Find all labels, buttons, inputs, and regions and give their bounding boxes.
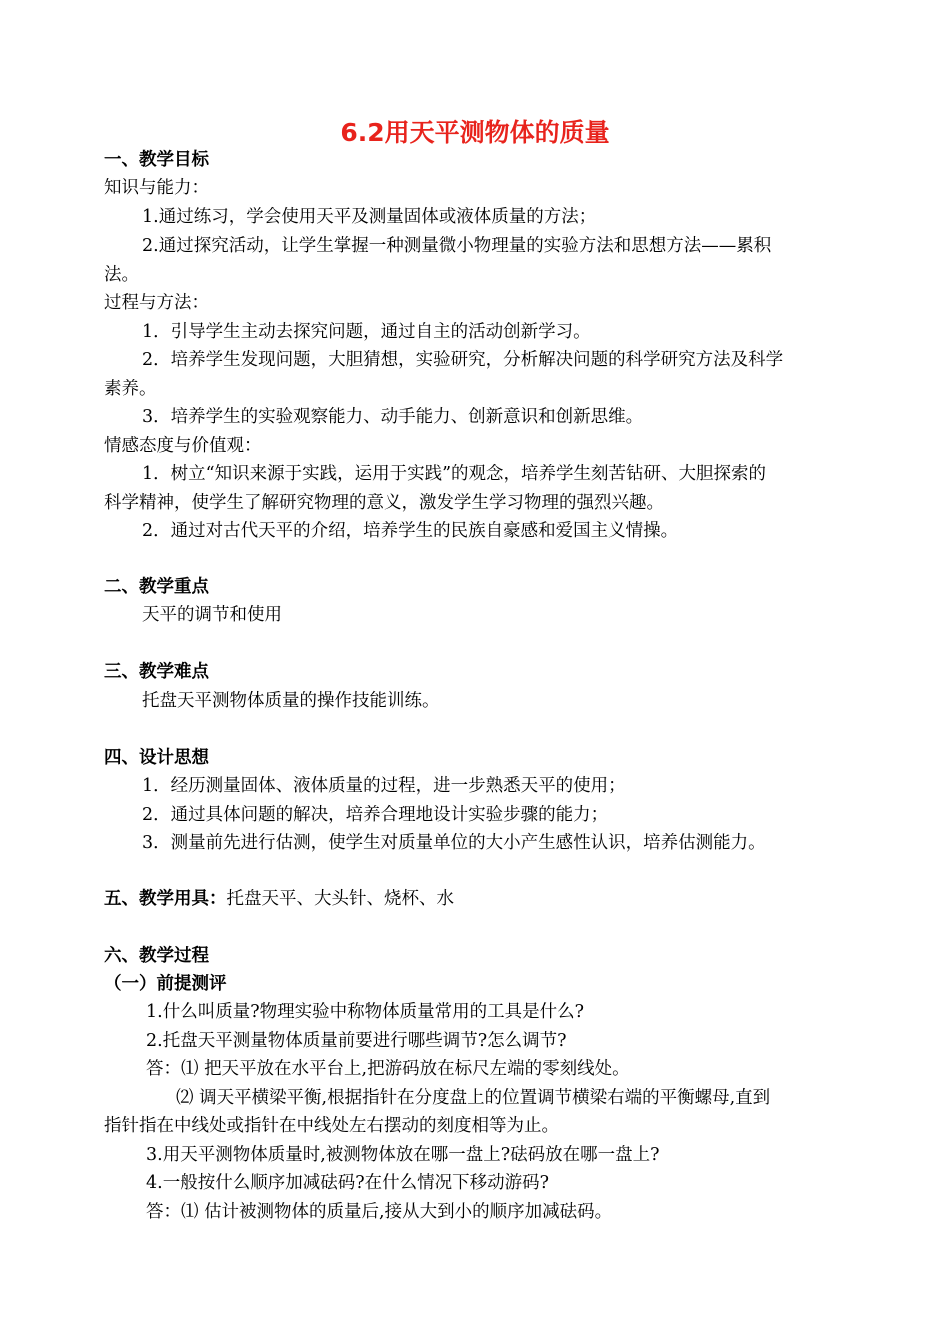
- subheading-knowledge: 知识与能力：: [104, 178, 209, 198]
- teaching-tools-line: [104, 887, 454, 911]
- process-item-3: 3．培养学生的实验观察能力、动手能力、创新意识和创新思维。: [142, 407, 644, 427]
- knowledge-item-2-cont: 法。: [104, 265, 139, 285]
- subheading-pretest: （一）前提测评: [104, 974, 227, 994]
- knowledge-item-2: 2.通过探究活动，让学生掌握一种测量微小物理量的实验方法和思想方法——累积: [142, 236, 772, 256]
- teaching-tools-text: 托盘天平、大头针、烧杯、水: [226, 889, 454, 909]
- question-2: 2.托盘天平测量物体质量前要进行哪些调节?怎么调节?: [146, 1031, 567, 1051]
- question-1: 1.什么叫质量?物理实验中称物体质量常用的工具是什么?: [146, 1002, 584, 1022]
- process-item-2-cont: 素养。: [104, 379, 157, 399]
- process-item-1: 1．引导学生主动去探究问题，通过自主的活动创新学习。: [142, 322, 591, 342]
- answer-2-part-1: 答：⑴ 把天平放在水平台上,把游码放在标尺左端的零刻线处。: [146, 1059, 630, 1079]
- key-points-text: 天平的调节和使用: [142, 605, 282, 625]
- heading-teaching-goals: 一、教学目标: [104, 150, 209, 170]
- knowledge-item-1: 1.通过练习，学会使用天平及测量固体或液体质量的方法；: [142, 207, 597, 227]
- subheading-values: 情感态度与价值观：: [104, 436, 262, 456]
- subheading-process: 过程与方法：: [104, 293, 209, 313]
- answer-2-part-2: ⑵ 调天平横梁平衡,根据指针在分度盘上的位置调节横梁右端的平衡螺母,直到: [176, 1088, 771, 1108]
- answer-2-part-2-cont: 指针指在中线处或指针在中线处左右摆动的刻度相等为止。: [104, 1116, 559, 1136]
- design-item-3: 3．测量前先进行估测，使学生对质量单位的大小产生感性认识，培养估测能力。: [142, 833, 766, 853]
- heading-teaching-tools: 五、教学用具：: [104, 889, 227, 909]
- values-item-1: 1．树立“知识来源于实践，运用于实践”的观念，培养学生刻苦钻研、大胆探索的: [142, 464, 767, 484]
- heading-difficulties: 三、教学难点: [104, 662, 209, 682]
- heading-key-points: 二、教学重点: [104, 577, 209, 597]
- page-title: 6.2用天平测物体的质量: [340, 118, 610, 147]
- heading-design-ideas: 四、设计思想: [104, 748, 209, 768]
- design-item-2: 2．通过具体问题的解决，培养合理地设计实验步骤的能力；: [142, 805, 609, 825]
- values-item-1-cont: 科学精神，使学生了解研究物理的意义，激发学生学习物理的强烈兴趣。: [104, 493, 664, 513]
- design-item-1: 1．经历测量固体、液体质量的过程，进一步熟悉天平的使用；: [142, 776, 626, 796]
- values-item-2: 2．通过对古代天平的介绍，培养学生的民族自豪感和爱国主义情操。: [142, 521, 679, 541]
- heading-teaching-process: 六、教学过程: [104, 946, 209, 966]
- question-3: 3.用天平测物体质量时,被测物体放在哪一盘上?砝码放在哪一盘上?: [146, 1145, 660, 1165]
- answer-4-part-1: 答：⑴ 估计被测物体的质量后,接从大到小的顺序加减砝码。: [146, 1202, 613, 1222]
- difficulties-text: 托盘天平测物体质量的操作技能训练。: [142, 691, 440, 711]
- question-4: 4.一般按什么顺序加减砝码?在什么情况下移动游码?: [146, 1173, 549, 1193]
- process-item-2: 2．培养学生发现问题，大胆猜想，实验研究，分析解决问题的科学研究方法及科学: [142, 350, 784, 370]
